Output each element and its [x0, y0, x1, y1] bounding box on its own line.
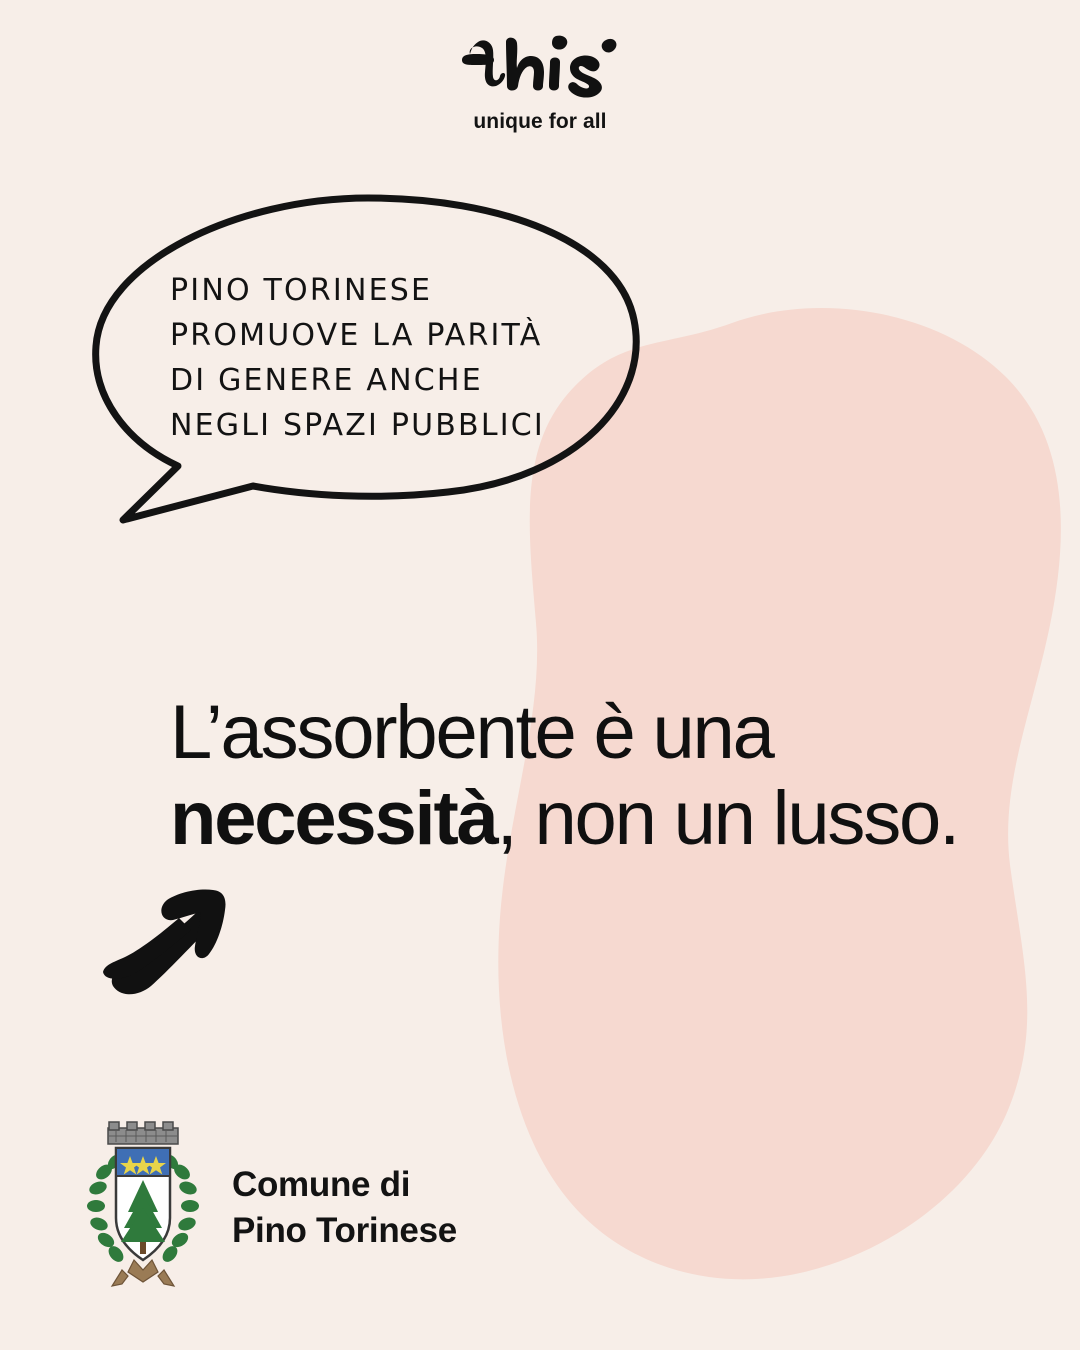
footer-text — [232, 1162, 457, 1254]
bubble-line-1: PINO TORINESE — [170, 273, 433, 308]
bubble-line-3: DI GENERE ANCHE — [170, 363, 483, 398]
headline-rest: , non un lusso. — [496, 776, 958, 861]
headline-emphasis: necessità — [170, 776, 497, 861]
headline-line-1: L’assorbente è una — [170, 690, 773, 775]
speech-bubble — [78, 190, 658, 535]
arrow-up-right-icon — [95, 880, 235, 1000]
speech-bubble-text — [170, 268, 600, 448]
this-wordmark-icon — [460, 34, 620, 104]
bubble-line-4: NEGLI SPAZI PUBBLICI — [170, 408, 545, 443]
brand-logo — [0, 34, 1080, 134]
footer-line-1: Comune di — [232, 1164, 411, 1204]
footer — [78, 1120, 457, 1295]
footer-line-2: Pino Torinese — [232, 1210, 457, 1250]
headline-line-2 — [170, 776, 1050, 862]
bubble-line-2: PROMUOVE LA PARITÀ — [170, 318, 543, 353]
brand-tagline: unique for all — [473, 110, 607, 133]
headline — [170, 690, 1050, 862]
comune-di-pino-torinese-crest-icon — [78, 1120, 208, 1295]
